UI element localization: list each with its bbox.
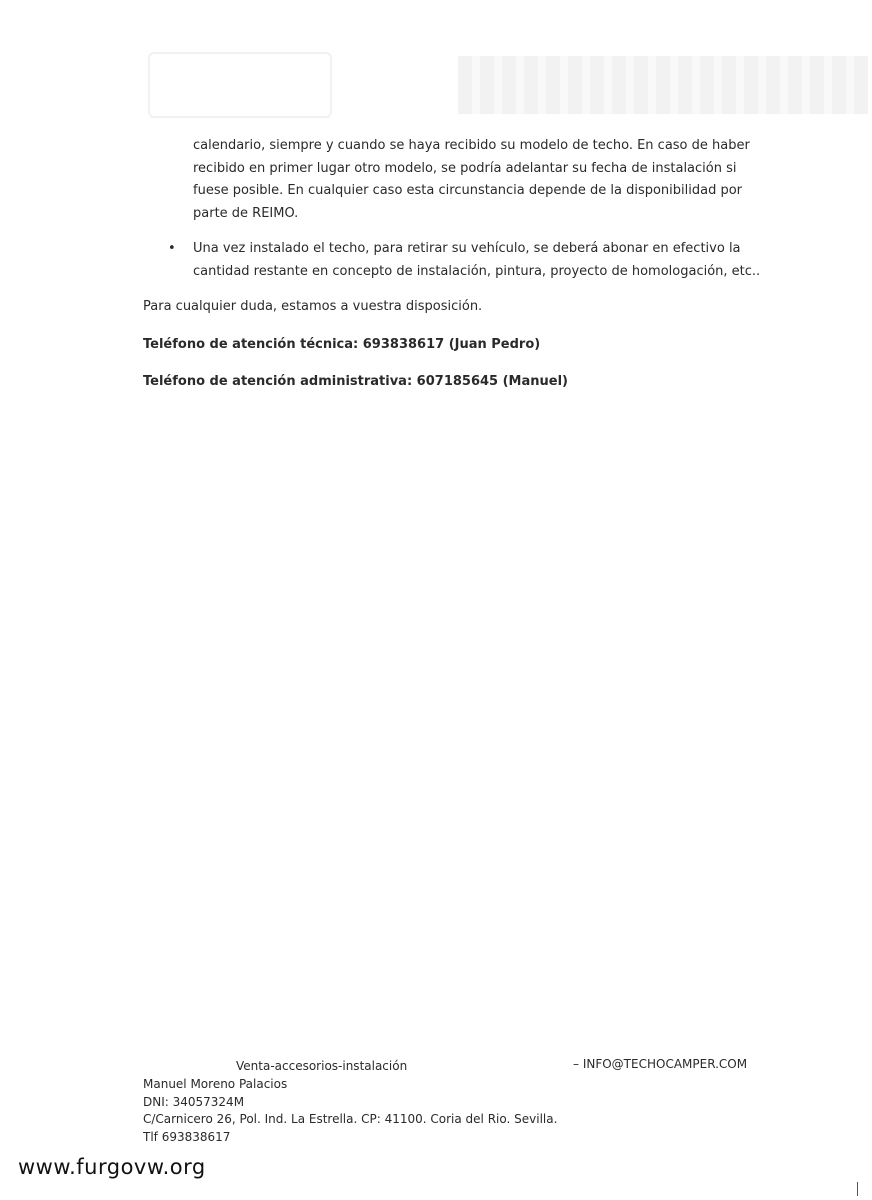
continuation-paragraph: calendario, siempre y cuando se haya recibido su modelo de techo. En caso de haber recibido en primer lugar otro modelo, se podría adelantar su fecha de instalación si fuese posible. En cualquier caso esta circunstancia depende de la disponibilidad por parte de REIMO. — [193, 138, 750, 221]
footer-address: C/Carnicero 26, Pol. Ind. La Estrella. CP: 41100. Coria del Rio. Sevilla. — [143, 1112, 558, 1126]
scan-edge-mark — [857, 1182, 858, 1196]
watermark-url: www.furgovw.org — [18, 1155, 206, 1179]
footer-dni: DNI: 34057324M — [143, 1095, 245, 1109]
footer-email: – INFO@TECHOCAMPER.COM — [573, 1057, 748, 1071]
footer-phone: Tlf 693838617 — [143, 1130, 231, 1144]
technical-phone-line: Teléfono de atención técnica: 693838617 (Juan Pedro) — [143, 337, 541, 352]
faded-letterhead-banner — [458, 56, 868, 114]
disposition-text: Para cualquier duda, estamos a vuestra disposición. — [143, 299, 483, 314]
footer-venta: Venta-accesorios-instalación — [236, 1059, 408, 1073]
bullet-item-text: Una vez instalado el techo, para retirar su vehículo, se deberá abonar en efectivo la cantidad restante en concepto de instalación, pintura, proyecto de homologación, etc.. — [193, 241, 761, 279]
faded-letterhead-logo — [148, 52, 332, 118]
bullet-icon: • — [168, 241, 176, 256]
admin-phone-line: Teléfono de atención administrativa: 607185645 (Manuel) — [143, 374, 568, 389]
footer-name: Manuel Moreno Palacios — [143, 1077, 288, 1091]
